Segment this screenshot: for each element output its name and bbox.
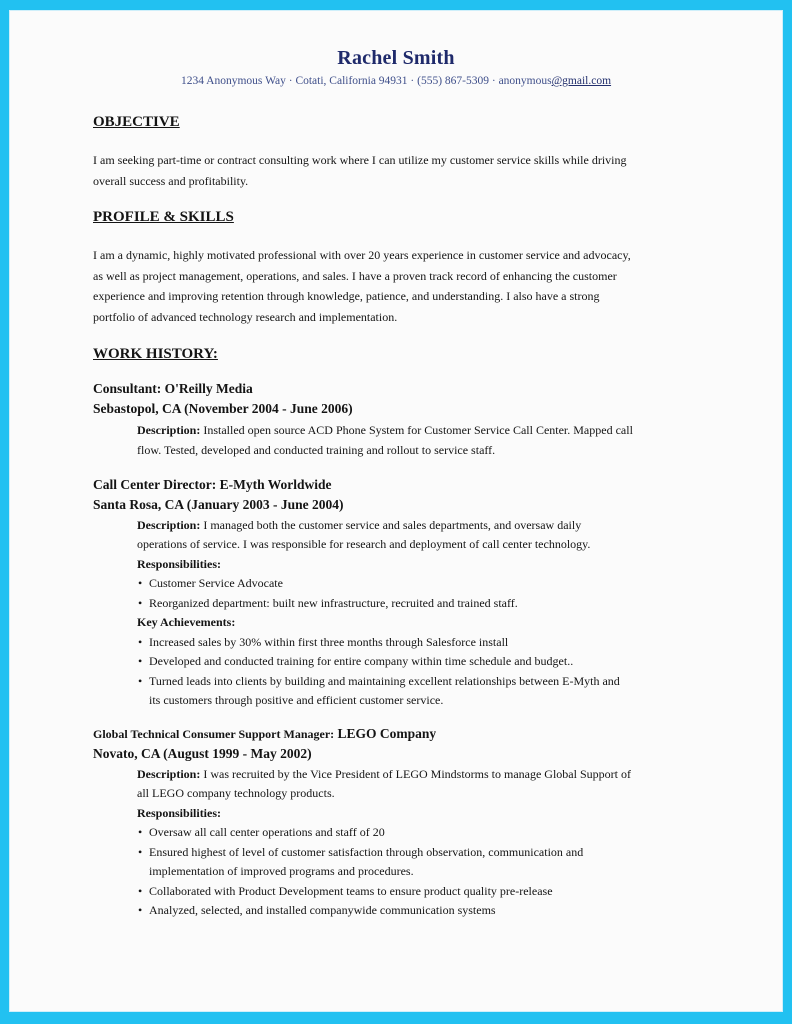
responsibilities-label: Responsibilities: — [137, 556, 222, 571]
work-history-section — [93, 345, 633, 921]
job-location-dates: Novato, CA (August 1999 - May 2002) — [93, 746, 312, 762]
job-description — [93, 420, 633, 461]
list-item — [137, 652, 633, 672]
description-text: I managed both the customer service and sales departments, and oversaw daily operations of service. I was responsible for research and deployment of call center technology. — [137, 517, 591, 552]
resume-body — [93, 113, 633, 921]
list-item — [137, 843, 633, 882]
bullet-icon: • — [138, 654, 143, 669]
contact-details: 1234 Anonymous Way · Cotati, California 94931 · (555) 867-5309 · anonymous — [180, 75, 552, 87]
list-item-text: Oversaw all call center operations and staff of 20 — [149, 825, 385, 840]
objective-heading: OBJECTIVE — [93, 114, 180, 130]
job-title — [93, 724, 633, 745]
list-item — [137, 633, 633, 653]
job-title: Call Center Director: E-Myth Worldwide — [93, 476, 332, 492]
list-item-text: Ensured highest of level of customer satisfaction through observation, communication and implementation of improved programs and procedures. — [149, 844, 584, 879]
achievements-label: Key Achievements: — [137, 615, 236, 630]
job-description — [93, 765, 633, 804]
list-item-text: Analyzed, selected, and installed companywide communication systems — [149, 903, 496, 918]
list-item-text: Collaborated with Product Development teams to ensure product quality pre-release — [149, 883, 553, 898]
work-history-heading: WORK HISTORY: — [93, 345, 218, 362]
list-item — [137, 594, 633, 614]
job-description — [93, 516, 633, 555]
responsibilities-list — [93, 574, 633, 613]
responsibilities-label: Responsibilities: — [137, 805, 222, 820]
list-item — [137, 882, 633, 902]
profile-heading: PROFILE & SKILLS — [93, 209, 234, 225]
list-item-text: Increased sales by 30% within first three months through Salesforce install — [149, 634, 509, 649]
bullet-icon: • — [138, 595, 143, 610]
contact-line — [9, 74, 783, 88]
candidate-name: Rachel Smith — [337, 47, 455, 69]
list-item — [137, 574, 633, 594]
bullet-icon: • — [138, 844, 143, 859]
description-label: Description: — [137, 517, 201, 532]
description-label: Description: — [137, 422, 201, 437]
job-entry — [93, 475, 633, 711]
bullet-icon: • — [138, 634, 143, 649]
objective-text: I am seeking part-time or contract consulting work where I can utilize my customer service skills while driving overall success and profitability. — [93, 153, 627, 188]
objective-section — [93, 113, 633, 191]
job-company: LEGO Company — [337, 725, 437, 741]
list-item-text: Customer Service Advocate — [149, 576, 283, 591]
bullet-icon: • — [138, 825, 143, 840]
job-location-dates: Santa Rosa, CA (January 2003 - June 2004) — [93, 497, 344, 513]
job-role: Global Technical Consumer Support Manager: — [93, 726, 335, 741]
resume-page — [9, 10, 783, 1012]
profile-text: I am a dynamic, highly motivated professional with over 20 years experience in customer service and advocacy, as well as project management, operations, and sales. I have a proven track record of enhancing the customer experience and improving retention through knowledge, patience, and understanding. I also have a strong portfolio of advanced technology research and implementation. — [93, 248, 631, 325]
list-item — [137, 823, 633, 843]
achievements-list — [93, 633, 633, 711]
bullet-icon: • — [138, 673, 143, 688]
job-entry — [93, 379, 633, 461]
bullet-icon: • — [138, 883, 143, 898]
bullet-icon: • — [138, 903, 143, 918]
description-text: Installed open source ACD Phone System for Customer Service Call Center. Mapped call flow. Tested, developed and conducted training and rollout to service staff. — [137, 422, 633, 458]
job-entry — [93, 724, 633, 921]
job-location-dates: Sebastopol, CA (November 2004 - June 2006) — [93, 401, 353, 417]
list-item-text: Developed and conducted training for entire company within time schedule and budget.. — [149, 654, 574, 669]
list-item — [137, 901, 633, 921]
resume-header — [9, 46, 783, 88]
description-text: I was recruited by the Vice President of LEGO Mindstorms to manage Global Support of all LEGO company technology products. — [137, 766, 631, 801]
list-item-text: Reorganized department: built new infrastructure, recruited and trained staff. — [149, 595, 518, 610]
responsibilities-list — [93, 823, 633, 921]
job-title: Consultant: O'Reilly Media — [93, 380, 253, 396]
list-item — [137, 672, 633, 711]
profile-section — [93, 208, 633, 328]
list-item-text: Turned leads into clients by building and maintaining excellent relationships between E-Myth and its customers through positive and efficient customer service. — [149, 673, 620, 708]
description-label: Description: — [137, 766, 201, 781]
bullet-icon: • — [138, 576, 143, 591]
email-link[interactable]: @gmail.com — [551, 75, 612, 87]
